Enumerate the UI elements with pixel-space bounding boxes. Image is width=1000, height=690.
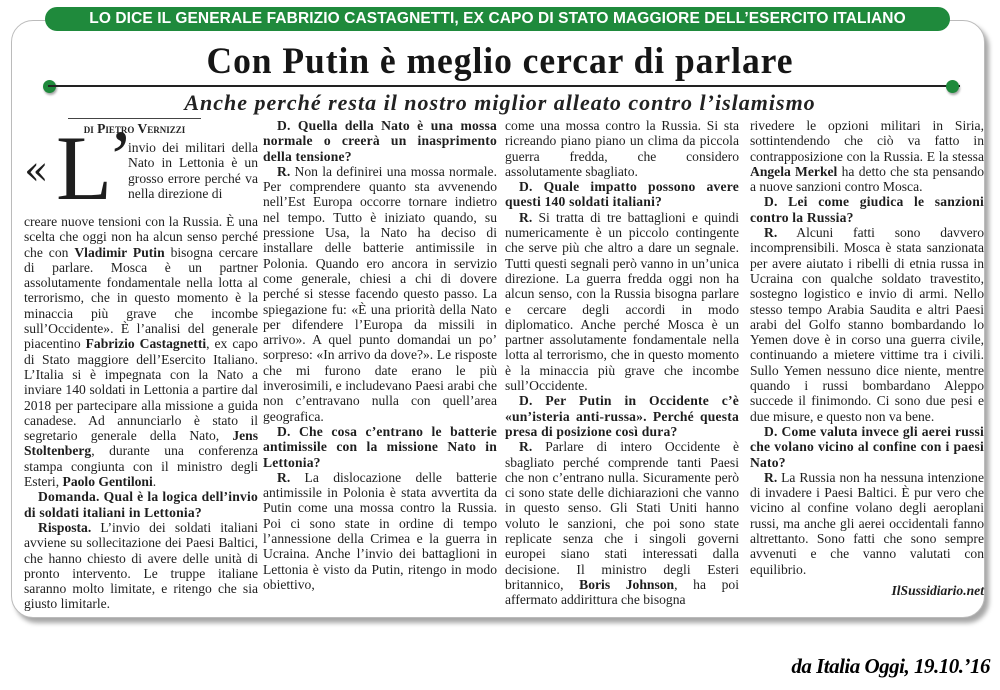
lead-paragraph: creare nuove tensioni con la Russia. È una scelta che oggi non ha alcun senso perché che con Vladimir Putin bisogna cercare di parlare. Mosca è un partner assolutamente fondamentale nella lotta al terrorismo, che in questo momento è la minaccia più grave che incombe sull’Occidente». È l’analisi del generale piacentino Fabrizio Castagnetti, ex capo di Stato maggiore dell’Esercito Italiano. L’Italia si è impegnata con la Nato a inviare 140 soldati in Lettonia a partire dal 2018 per partecipare alla missione a guida canadese. Ad annunciarlo è stato il segretario generale della Nato, Jens Stoltenberg, durante una conferenza stampa congiunta con il ministro degli Esteri, Paolo Gentiloni.	[24, 214, 259, 490]
column-4	[750, 118, 984, 598]
question-4: D. Quale impatto possono avere questi 140 soldati italiani?	[505, 179, 739, 210]
lead-first-lines: invio dei militari della Nato in Lettonia è un grosso errore perché va nella direzione di	[128, 140, 258, 201]
subheadline: Anche perché resta il nostro miglior alleato contro l’islamismo	[184, 90, 816, 115]
kicker-banner: LO DICE IL GENERALE FABRIZIO CASTAGNETTI, EX CAPO DI STATO MAGGIORE DELL’ESERCITO ITALIANO	[45, 7, 950, 31]
headline: Con Putin è meglio cercar di parlare	[206, 41, 794, 82]
answer-5: R. Parlare di intero Occidente è sbagliato perché comprende tanti Paesi che non c’entrano nulla. Sicuramente però ci sono state delle dichiarazioni che vanno in questo senso. Gli Stati Uniti hanno voluto le sanzioni, che poi sono state replicate senza che i singoli governi europei siano stati interessati dalla decisione. Il ministro degli Esteri britannico, Boris Johnson, ha poi affermato addirittura che bisogna	[505, 439, 739, 608]
name-fabrizio-castagnetti: Fabrizio Castagnetti	[85, 336, 207, 352]
answer-1: Risposta. L’invio dei soldati italiani avviene su sollecitazione dei Paesi Baltici, che hanno chiesto di avere delle unità di pronto intervento. Le truppe italiane saranno molto limitate, e ritengo che sia giusto limitarle.	[24, 519, 258, 612]
answer-4: R. Si tratta di tre battaglioni e quindi numericamente è un piccolo contingente che serve più che altro a dare un segnale. Tutti questi segnali però vanno in un’unica direzione. La guerra fredda oggi non ha alcun senso, con la Russia bisogna parlare e cercare degli accordi in modo diplomatico. Anche perché Mosca è un partner assolutamente fondamentale nella lotta al terrorismo, che in questo momento è la minaccia più grave che incombe sull’Occidente.	[505, 209, 739, 394]
answer-5-continued: rivedere le opzioni militari in Siria, sottintendendo che ciò va fatto in contrapposizione con la Russia. E la stessa Angela Merkel ha detto che sta pensando a nuove sanzioni contro Mosca.	[750, 118, 984, 195]
answer-6: R. Alcuni fatti sono davvero incomprensibili. Mosca è stata sanzionata per avere aiutato i ribelli di etnia russa in Ucraina con qualche soldato travestito, sostegno logistico e invio di armi. Nello stesso tempo Arabia Saudita e altri Paesi arabi del Golfo stanno bombardando lo Yemen dove è in corso una guerra civile, continuando a mietere vittime tra i civili. Sullo Yemen nessuno dice niente, mentre quando i russi bombardano Aleppo succede il finimondo. Ci sono due pesi e due misure, e questo non va bene.	[750, 225, 984, 424]
question-3: D. Che cosa c’entrano le batterie antimissile con la missione Nato in Lettonia?	[263, 423, 497, 470]
question-2: D. Quella della Nato è una mossa normale o creerà un inasprimento della tensione?	[263, 118, 497, 164]
answer-3: R. La dislocazione delle batterie antimissile in Polonia è stata avvertita da Putin come una mossa contro la Russia. Poi ci sono state in ordine di tempo l’annessione della Crimea e la guerra in Ucraina. Anche l’invio dei battaglioni in Lettonia è visto da Putin, ritengo in modo obiettivo,	[263, 469, 497, 592]
question-7: D. Come valuta invece gli aerei russi che volano vicino al confine con i paesi Nato?	[750, 423, 984, 470]
dropcap-quote: «	[24, 148, 49, 194]
name-paolo-gentiloni: Paolo Gentiloni	[62, 474, 153, 490]
question-5: D. Per Putin in Occidente c’è «un’isteria anti-russa». Perché questa presa di posizione così dura?	[505, 393, 739, 439]
name-jens-stoltenberg: Jens Stoltenberg	[24, 428, 258, 459]
name-vladimir-putin: Vladimir Putin	[74, 244, 165, 260]
name-boris-johnson: Boris Johnson	[579, 576, 675, 592]
answer-3-continued: come una mossa contro la Russia. Si sta ricreando piano piano un clima da piccola guerra fredda, che considero assolutamente sbagliato.	[505, 118, 739, 179]
source-label: IlSussidiario.net	[891, 582, 984, 598]
column-2	[263, 118, 497, 592]
headline-rule	[48, 85, 960, 87]
answer-2: R. Non la definirei una mossa normale. Per comprendere quanto sta avvenendo nell’Est Europa occorre tornare indietro nel tempo. Tutto è iniziato quando, su pressione Usa, la Nato ha deciso di installare delle batterie antimissile in Polonia. Quando ero ancora in servizio come generale, chiesi a chi di dovere perché si stesse facendo questo passo. La spiegazione fu: «È una priorità della Nato per difendere l’Europa da missili in arrivo». A quel punto domandai un po’ sorpreso: «In arrivo da dove?». Le risposte che mi furono date erano le più inverosimili, e includevano Paesi arabi che non c’entravano nulla con quell’area geografica.	[263, 163, 497, 424]
dropcap-letter: L	[56, 117, 113, 219]
dropcap-apostrophe: ’	[108, 116, 134, 200]
column-3	[505, 118, 739, 608]
question-6: D. Lei come giudica le sanzioni contro la Russia?	[750, 194, 984, 225]
publication-credit: da Italia Oggi, 19.10.’16	[791, 654, 990, 678]
name-angela-merkel: Angela Merkel	[750, 163, 838, 179]
byline: di Pietro Vernizzi	[68, 118, 201, 137]
question-1: Domanda. Qual è la logica dell’invio di soldati italiani in Lettonia?	[24, 489, 258, 520]
answer-7: R. La Russia non ha nessuna intenzione di invadere i Paesi Baltici. È pur vero che vicino al confine volano degli aeroplani russi, ma anche gli aerei occidentali fanno altrettanto. Sono fatti che sono sempre avvenuti e che vanno valutati con equilibrio.	[750, 469, 984, 577]
